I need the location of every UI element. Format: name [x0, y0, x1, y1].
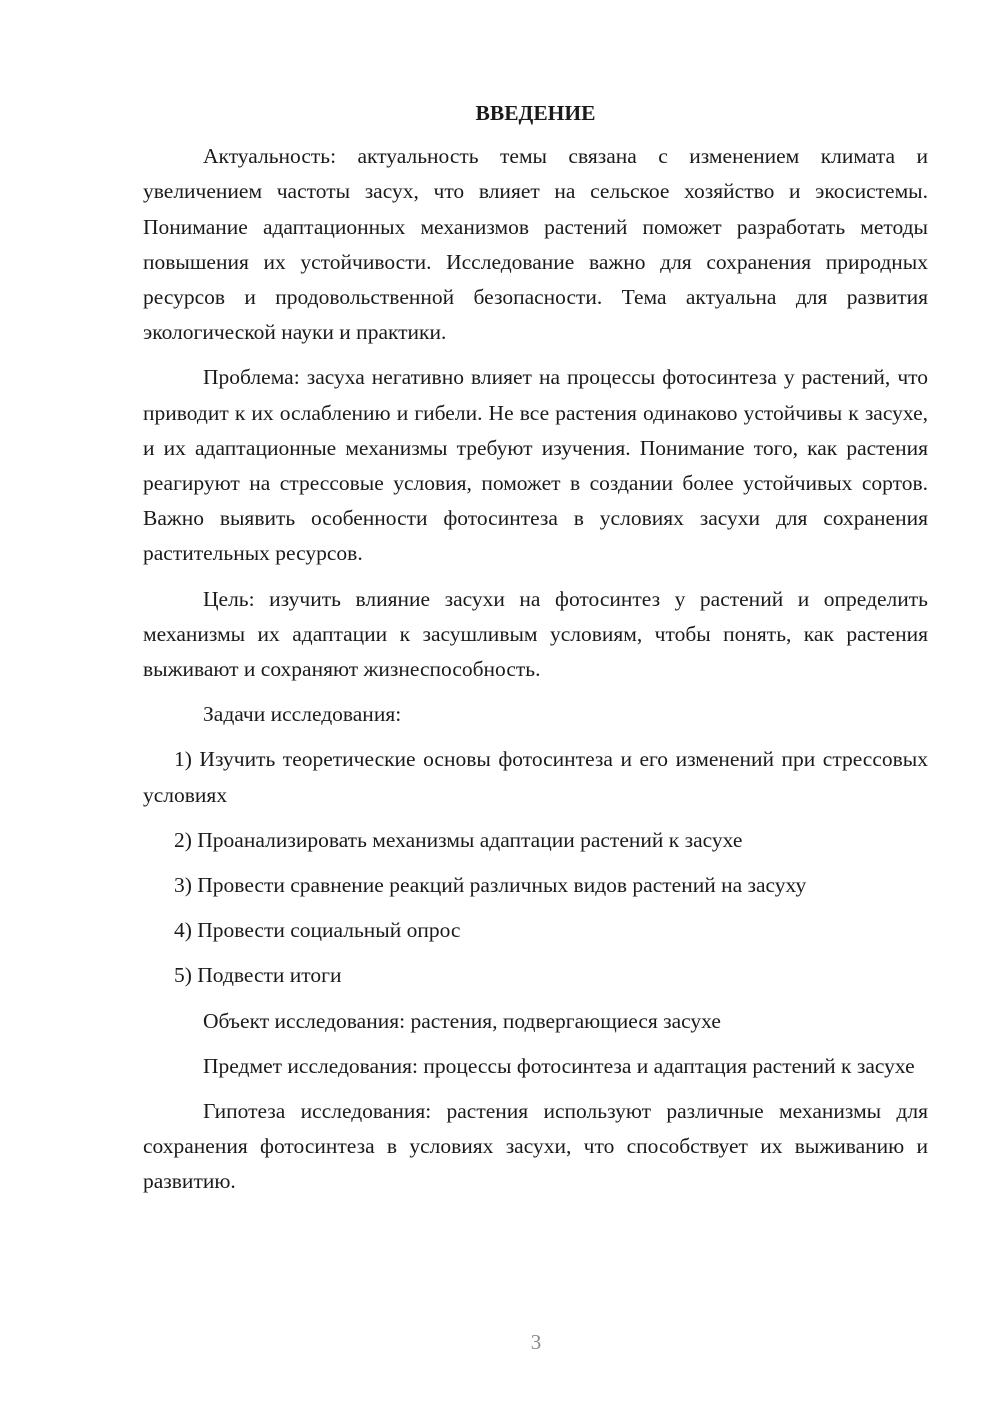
page-content	[143, 96, 928, 1210]
task-item-3: 3) Провести сравнение реакций различных видов растений на засуху	[174, 873, 807, 898]
task-item-4: 4) Провести социальный опрос	[174, 918, 461, 943]
tasks-title: Задачи исследования:	[203, 702, 402, 727]
subject-paragraph: Предмет исследования: процессы фотосинтеза и адаптация растений к засухе	[203, 1053, 915, 1078]
task-item-5: 5) Подвести итоги	[174, 963, 342, 988]
relevance-paragraph: Актуальность: актуальность темы связана с изменением климата и увеличением частоты засух, что влияет на сельское хозяйство и экосистемы. Понимание адаптационных механизмов растений поможет разработать методы повышения их устойчивости. Исследование важно для сохранения природных ресурсов и продовольственной безопасности. Тема актуальна для развития экологической науки и практики.	[143, 144, 928, 345]
task-item-1: 1) Изучить теоретические основы фотосинтеза и его изменений при стрессовых условиях	[143, 747, 928, 807]
page-number: 3	[530, 1330, 542, 1354]
goal-paragraph: Цель: изучить влияние засухи на фотосинтез у растений и определить механизмы их адаптации к засушливым условиям, чтобы понять, как растения выживают и сохраняют жизнеспособность.	[143, 586, 928, 682]
object-paragraph: Объект исследования: растения, подвергающиеся засухе	[203, 1008, 721, 1033]
problem-paragraph: Проблема: засуха негативно влияет на процессы фотосинтеза у растений, что приводит к их ослаблению и гибели. Не все растения одинаково устойчивы к засухе, и их адаптационные механизмы требуют изучения. Понимание того, как растения реагируют на стрессовые условия, поможет в создании более устойчивых сортов. Важно выявить особенности фотосинтеза в условиях засухи для сохранения растительных ресурсов.	[143, 365, 928, 566]
hypothesis-paragraph: Гипотеза исследования: растения используют различные механизмы для сохранения фотосинтеза в условиях засухи, что способствует их выживанию и развитию.	[143, 1099, 928, 1194]
section-heading: ВВЕДЕНИЕ	[475, 101, 596, 125]
task-item-2: 2) Проанализировать механизмы адаптации растений к засухе	[174, 827, 743, 852]
